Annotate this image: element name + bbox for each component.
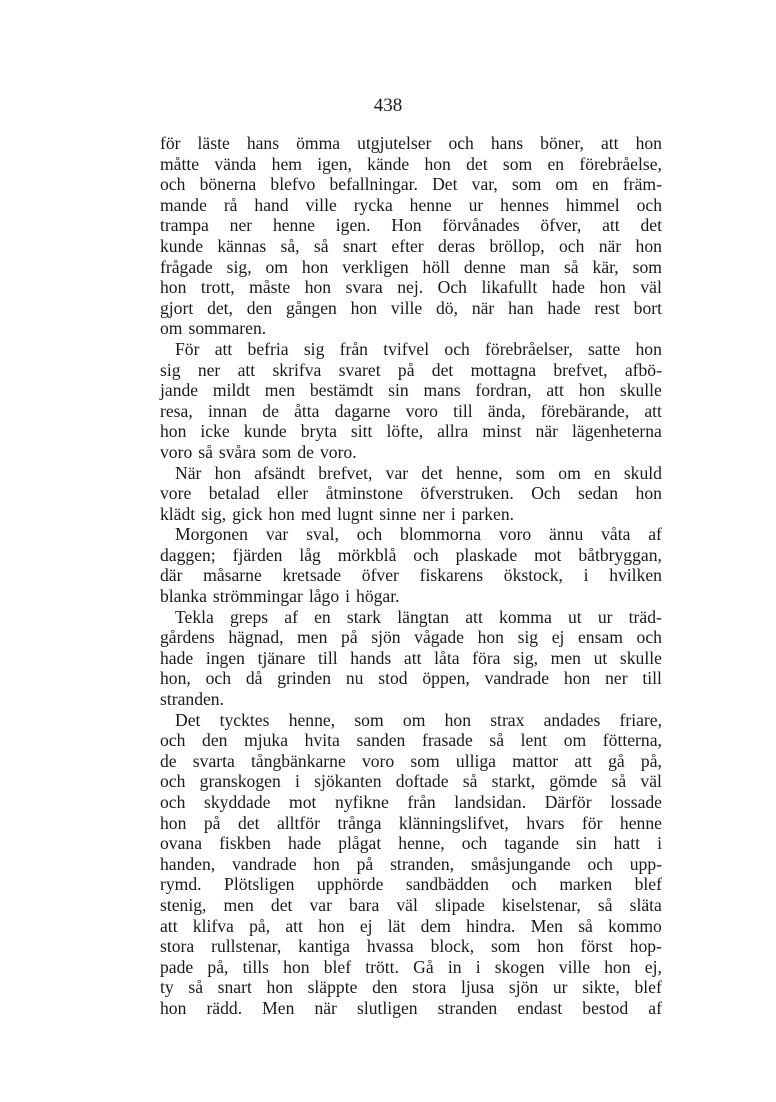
text-line: vore betalad eller åtminstone öfverstruken. Och sedan hon (160, 483, 662, 504)
text-line: rymd. Plötsligen upphörde sandbädden och marken blef (160, 874, 662, 895)
text-line: kunde kännas så, så snart efter deras bröllop, och när hon (160, 235, 662, 256)
text-line: Tekla greps af en stark längtan att komma ut ur träd- (175, 606, 662, 627)
text-line: hon, och då grinden nu stod öppen, vandrade hon ner till (160, 668, 662, 689)
text-line: resa, innan de åtta dagarne voro till ända, förebärande, att (160, 400, 662, 421)
text-line: För att befria sig från tvifvel och förebråelser, satte hon (175, 338, 662, 359)
text-line: hon icke kunde bryta sitt löfte, allra minst när lägenheterna (160, 421, 662, 442)
text-line: stenig, men det var bara väl slipade kiselstenar, så släta (160, 894, 662, 915)
text-line: gårdens hägnad, men på sjön vågade hon sig ej ensam och (160, 627, 662, 648)
text-line: måtte vända hem igen, kände hon det som en förebråelse, (160, 153, 662, 174)
text-line: stranden. (160, 689, 225, 710)
text-line: gjort det, den gången hon ville dö, när han hade rest bort (160, 297, 662, 318)
text-line: ovana fiskben hade plågat henne, och tagande sin hatt i (160, 833, 662, 854)
text-line: hon på det alltför trånga klänningslifvet, hvars för henne (160, 812, 662, 833)
text-line: Morgonen var sval, och blommorna voro ännu våta af (175, 524, 662, 545)
text-line: hon rädd. Men när slutligen stranden endast bestod af (160, 997, 662, 1018)
text-line: När hon afsändt brefvet, var det henne, som om en skuld (175, 462, 662, 483)
text-line: hade ingen tjänare till hands att låta föra sig, men ut skulle (160, 647, 662, 668)
text-line: att klifva på, att hon ej lät dem hindra. Men så kommo (160, 915, 662, 936)
text-line: klädt sig, gick hon med lugnt sinne ner i parken. (160, 503, 515, 524)
text-line: ty så snart hon släppte den stora ljusa sjön ur sikte, blef (160, 977, 662, 998)
text-line: hon trott, måste hon svara nej. Och likafullt hade hon väl (160, 277, 662, 298)
text-line: handen, vandrade hon på stranden, småsjungande och upp- (160, 853, 662, 874)
text-line: stora rullstenar, kantiga hvassa block, som hon först hop- (160, 936, 662, 957)
page-number: 438 (373, 95, 403, 116)
text-line: trampa ner henne igen. Hon förvånades öfver, att det (160, 215, 662, 236)
text-line: Det tycktes henne, som om hon strax andades friare, (175, 709, 662, 730)
text-line: frågade sig, om hon verkligen höll denne man så kär, som (160, 256, 662, 277)
text-line: pade på, tills hon blef trött. Gå in i skogen ville hon ej, (160, 956, 662, 977)
text-line: jande mildt men bestämdt sin mans fordran, att hon skulle (160, 380, 662, 401)
text-line: blanka strömmingar lågo i högar. (160, 586, 400, 607)
text-line: och skyddade mot nyfikne från landsidan. Därför lossade (160, 792, 662, 812)
text-line: voro så svåra som de voro. (160, 441, 357, 462)
text-line: om sommaren. (160, 318, 267, 339)
text-line: och den mjuka hvita sanden frasade så lent om fötterna, (160, 730, 662, 751)
text-line: mande rå hand ville rycka henne ur hennes himmel och (160, 194, 662, 215)
text-line: för läste hans ömma utgjutelser och hans böner, att hon (160, 133, 662, 153)
text-line: daggen; fjärden låg mörkblå och plaskade mot båtbryggan, (160, 544, 662, 565)
text-line: de svarta tångbänkarne voro som ulliga mattor att gå på, (160, 750, 662, 771)
text-line: och granskogen i sjökanten doftade så starkt, gömde så väl (160, 771, 662, 792)
text-line: där måsarne kretsade öfver fiskarens ökstock, i hvilken (160, 565, 662, 586)
text-line: och bönerna blefvo befallningar. Det var, som om en främ- (160, 174, 662, 195)
text-line: sig ner att skrifva svaret på det mottagna brefvet, afbö- (160, 359, 662, 380)
body-text (160, 133, 662, 1019)
